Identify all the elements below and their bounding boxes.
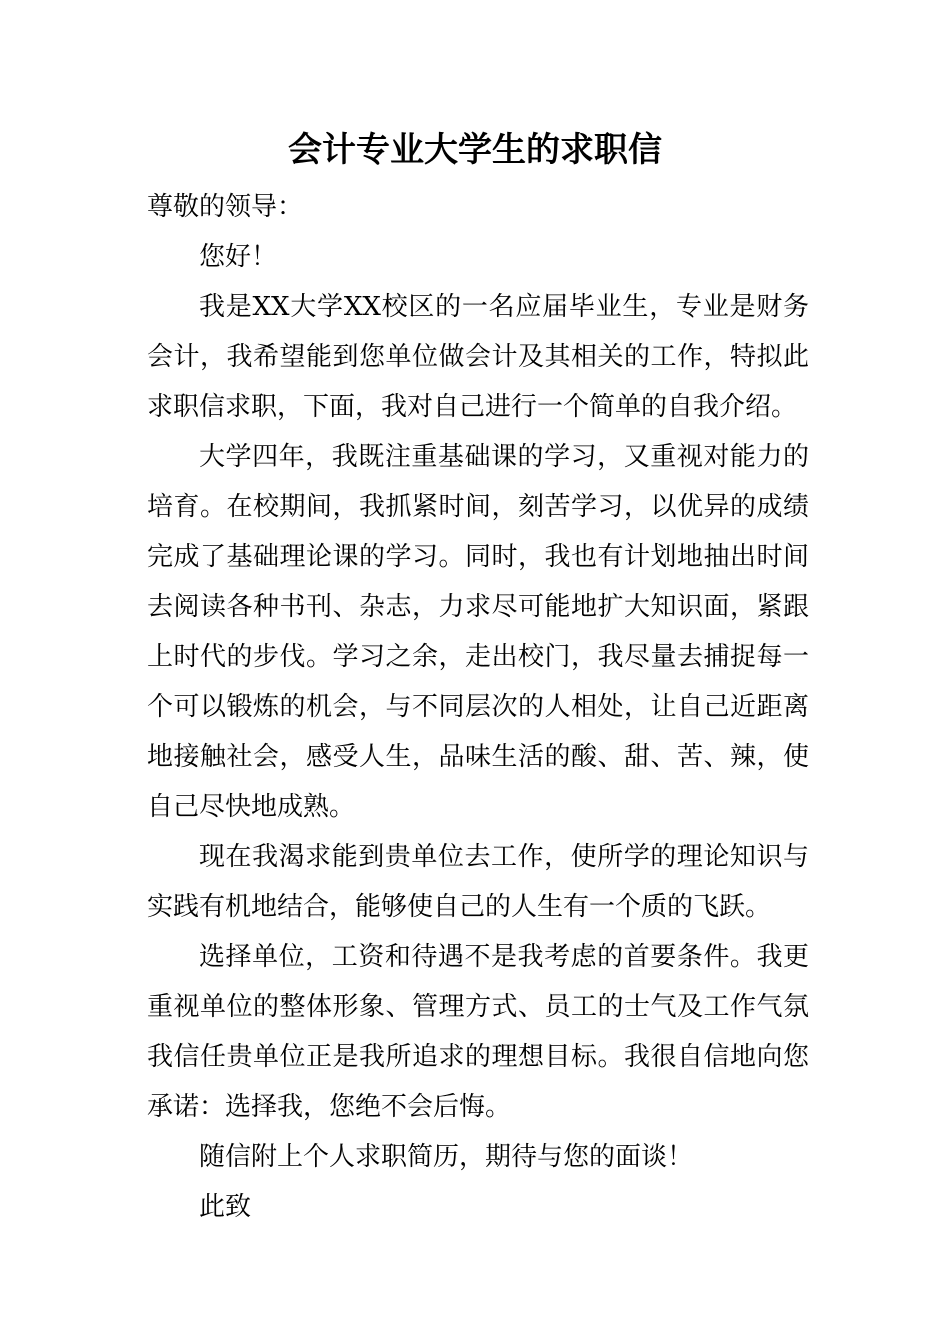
document-title: 会计专业大学生的求职信 [288,130,662,170]
letter-body [147,182,809,1232]
closing: 此致 [199,1192,252,1222]
paragraph-intro: 我是XX大学XX校区的一名应届毕业生，专业是财务会计，我希望能到您单位做会计及其相关的工作，特拟此求职信求职，下面，我对自己进行一个简单的自我介绍。 [147,292,809,422]
paragraph-attachment: 随信附上个人求职简历，期待与您的面谈！ [199,1142,694,1172]
paragraph-aspiration: 现在我渴求能到贵单位去工作，使所学的理论知识与实践有机地结合，能够使自己的人生有一个质的飞跃。 [147,842,809,922]
paragraph-study: 大学四年，我既注重基础课的学习，又重视对能力的培育。在校期间，我抓紧时间，刻苦学习，以优异的成绩完成了基础理论课的学习。同时，我也有计划地抽出时间去阅读各种书刊、杂志，力求尽可能地扩大知识面，紧跟上时代的步伐。学习之余，走出校门，我尽量去捕捉每一个可以锻炼的机会，与不同层次的人相处，让自己近距离地接触社会，感受人生，品味生活的酸、甜、苦、辣，使自己尽快地成熟。 [147,442,809,822]
paragraph-choice: 选择单位，工资和待遇不是我考虑的首要条件。我更重视单位的整体形象、管理方式、员工的士气及工作气氛我信任贵单位正是我所追求的理想目标。我很自信地向您承诺：选择我，您绝不会后悔。 [147,942,809,1122]
salutation: 尊敬的领导： [147,192,304,222]
greeting: 您好！ [199,242,278,272]
